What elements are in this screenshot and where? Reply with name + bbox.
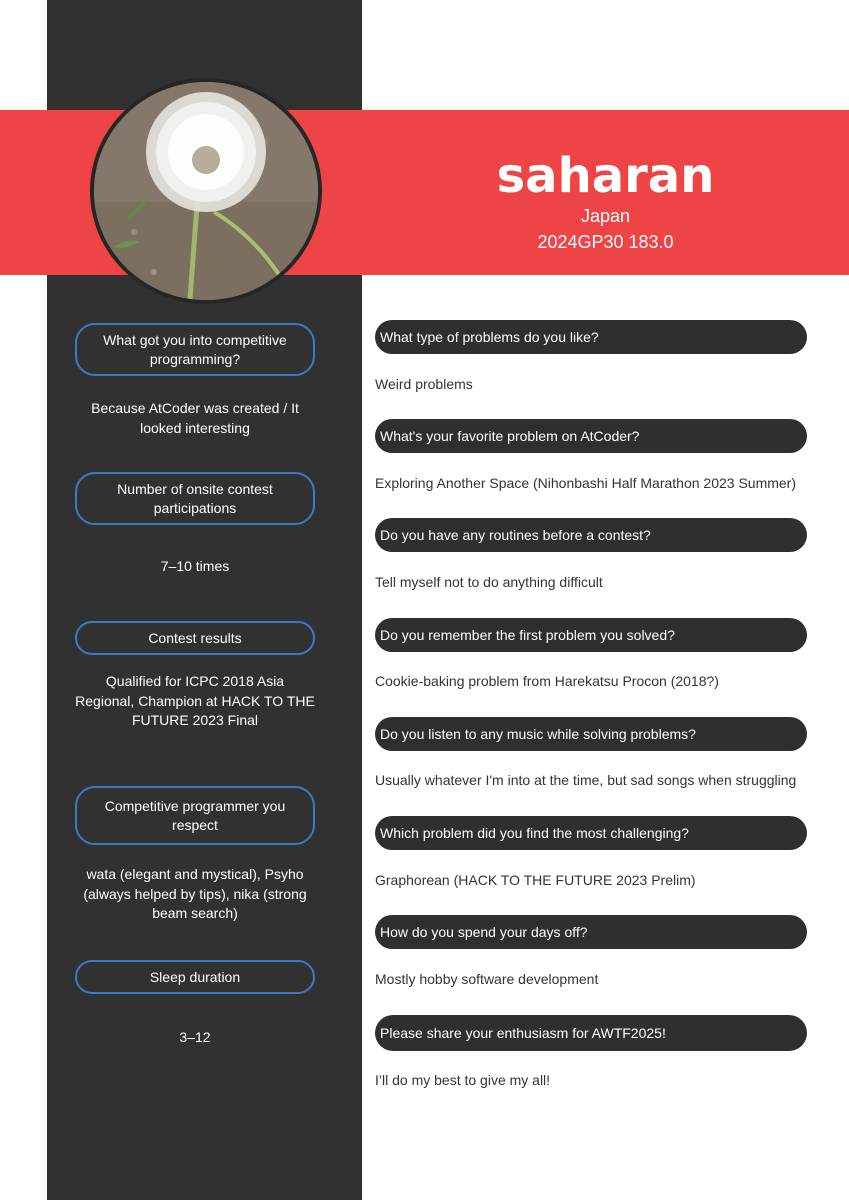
right-question-7: How do you spend your days off?	[375, 915, 807, 949]
right-answer-1: Weird problems	[375, 376, 473, 392]
right-answer-4: Cookie-baking problem from Harekatsu Procon (2018?)	[375, 673, 719, 689]
left-question-1: What got you into competitive programming?	[75, 323, 315, 376]
right-question-3: Do you have any routines before a contest?	[375, 518, 807, 552]
left-question-3: Contest results	[75, 621, 315, 655]
avatar	[90, 78, 322, 304]
right-question-8: Please share your enthusiasm for AWTF2025!	[375, 1015, 807, 1051]
right-answer-2: Exploring Another Space (Nihonbashi Half Marathon 2023 Summer)	[375, 475, 797, 491]
left-question-4: Competitive programmer you respect	[75, 786, 315, 845]
profile-header	[362, 110, 849, 275]
left-answer-2: 7–10 times	[160, 558, 230, 574]
right-question-6: Which problem did you find the most challenging?	[375, 816, 807, 850]
left-answer-1: Because AtCoder was created / It looked interesting	[91, 400, 299, 436]
left-question-5: Sleep duration	[75, 960, 315, 994]
dandelion-photo-icon	[94, 82, 318, 300]
profile-country: Japan	[580, 206, 631, 226]
right-answer-8: I’ll do my best to give my all!	[375, 1072, 551, 1088]
right-question-5: Do you listen to any music while solving problems?	[375, 717, 807, 751]
left-answer-4: wata (elegant and mystical), Psyho (always helped by tips), nika (strong beam search)	[83, 866, 307, 921]
right-answer-7: Mostly hobby software development	[375, 971, 599, 987]
right-answer-6: Graphorean (HACK TO THE FUTURE 2023 Prelim)	[375, 872, 696, 888]
left-question-2: Number of onsite contest participations	[75, 472, 315, 525]
right-question-2: What's your favorite problem on AtCoder?	[375, 419, 807, 453]
right-question-1: What type of problems do you like?	[375, 320, 807, 354]
left-answer-5: 3–12	[179, 1029, 211, 1045]
right-answer-3: Tell myself not to do anything difficult	[375, 574, 603, 590]
profile-name: saharan	[496, 148, 715, 204]
right-question-4: Do you remember the first problem you solved?	[375, 618, 807, 652]
profile-rating: 2024GP30 183.0	[537, 232, 674, 252]
right-answer-5: Usually whatever I'm into at the time, but sad songs when struggling	[375, 772, 797, 788]
left-answer-3: Qualified for ICPC 2018 Asia Regional, Champion at HACK TO THE FUTURE 2023 Final	[75, 673, 315, 728]
